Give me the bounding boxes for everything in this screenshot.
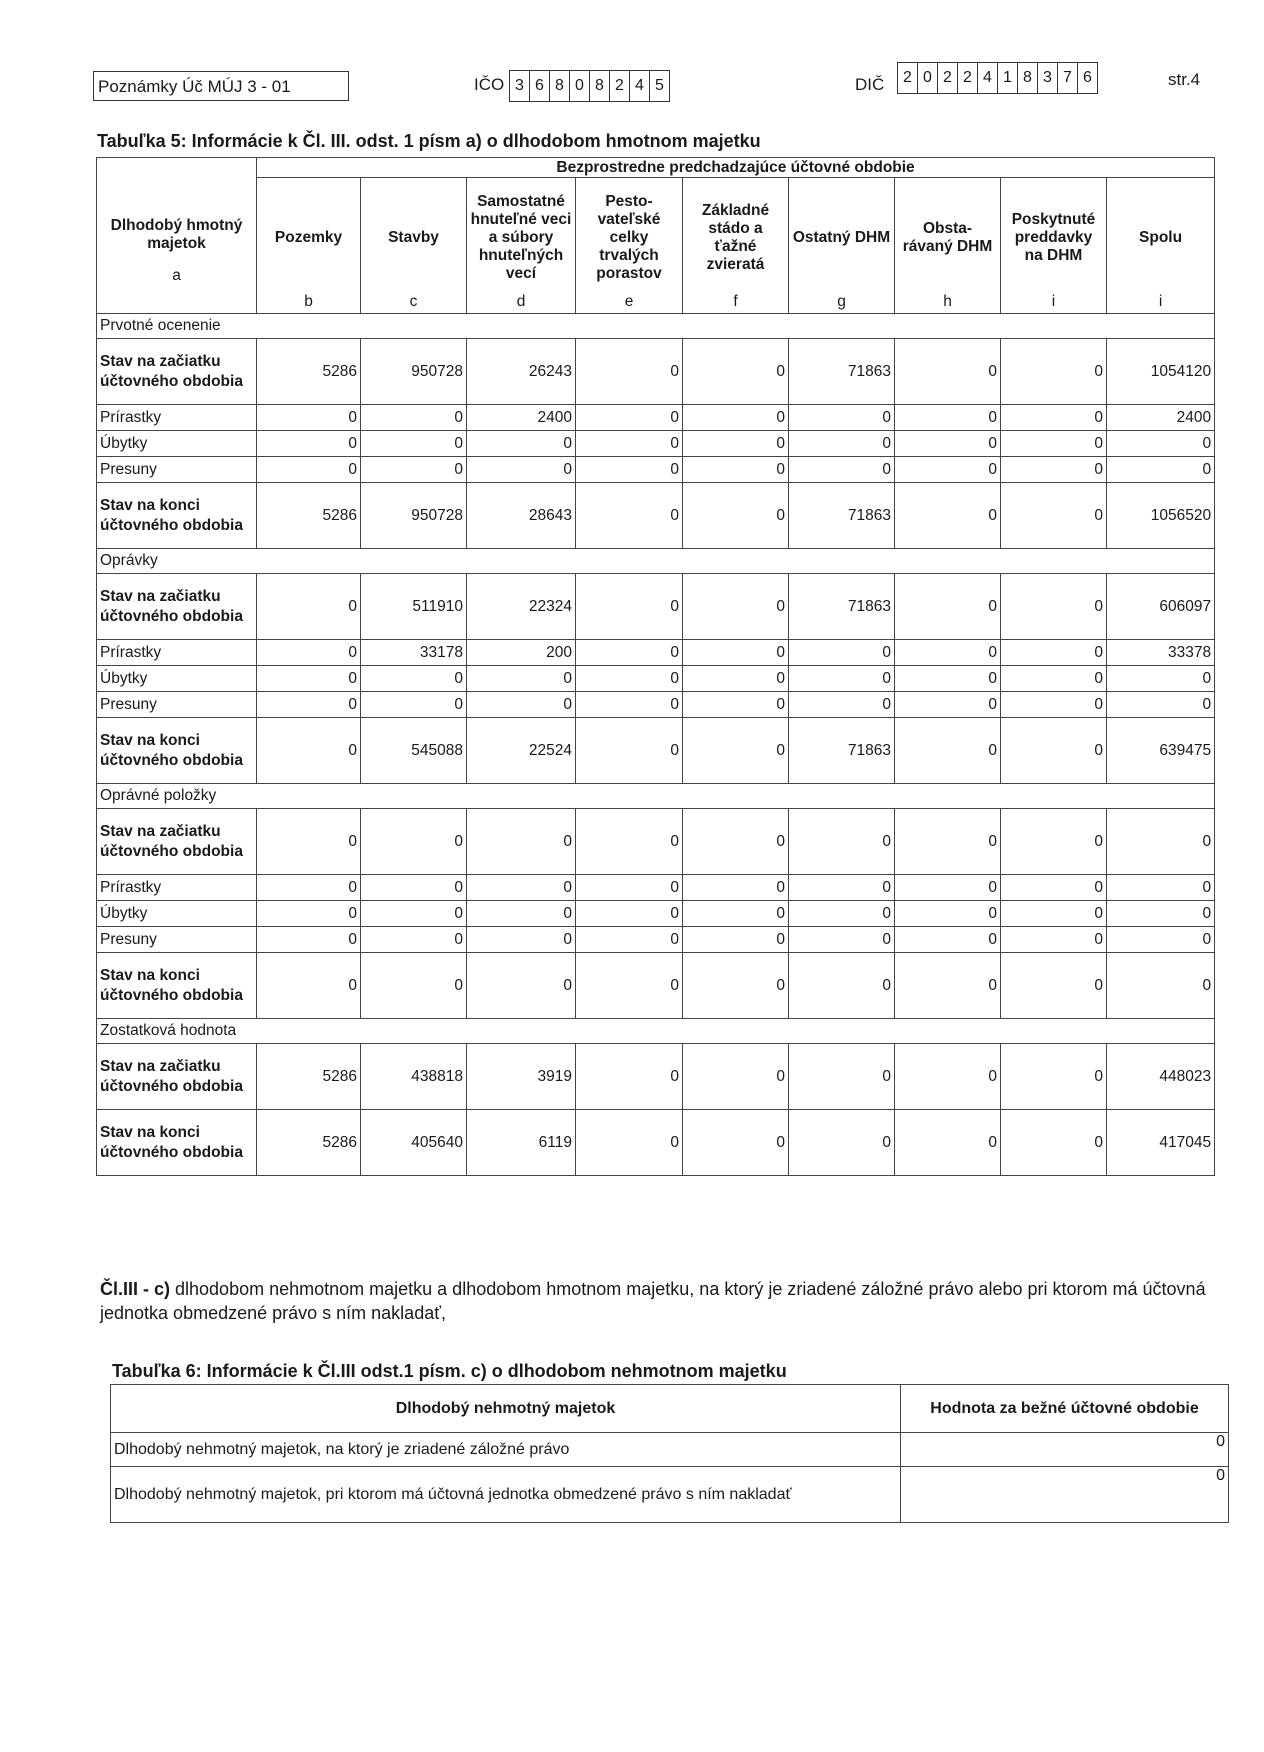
table-row xyxy=(97,718,1215,784)
table-cell: 0 xyxy=(467,692,576,718)
table-cell: 0 xyxy=(467,927,576,953)
table-cell: 0 xyxy=(683,483,789,549)
form-code-box: Poznámky Úč MÚJ 3 - 01 xyxy=(93,71,349,101)
row-label: Stav na konci účtovného obdobia xyxy=(97,483,257,549)
table-cell: 0 xyxy=(789,953,895,1019)
column-header-e xyxy=(576,178,683,314)
table-cell: 0 xyxy=(576,640,683,666)
table-cell: 0 xyxy=(361,809,467,875)
table-cell: 2400 xyxy=(467,405,576,431)
table-cell: 71863 xyxy=(789,718,895,784)
digit-box: 6 xyxy=(530,71,550,101)
section-label: Prvotné ocenenie xyxy=(97,314,1215,339)
table-cell: 0 xyxy=(257,457,361,483)
table-cell: 0 xyxy=(361,875,467,901)
table-cell: 0 xyxy=(1001,457,1107,483)
table-cell: 0 xyxy=(683,339,789,405)
row-label: Prírastky xyxy=(97,875,257,901)
table6-row-value: 0 xyxy=(901,1433,1229,1467)
table-cell: 0 xyxy=(1001,666,1107,692)
page-number: str.4 xyxy=(1168,70,1201,89)
table-cell: 0 xyxy=(361,431,467,457)
table-cell: 0 xyxy=(789,692,895,718)
table6-title: Tabuľka 6: Informácie k Čl.III odst.1 písm. c) o dlhodobom nehmotnom majetku xyxy=(112,1361,787,1381)
table-row xyxy=(97,901,1215,927)
table-cell: 0 xyxy=(683,953,789,1019)
table-cell: 26243 xyxy=(467,339,576,405)
table-cell: 0 xyxy=(789,927,895,953)
table-cell: 448023 xyxy=(1107,1044,1215,1110)
table-cell: 0 xyxy=(576,1044,683,1110)
table-cell: 0 xyxy=(1107,927,1215,953)
table-cell: 0 xyxy=(1107,666,1215,692)
table6 xyxy=(110,1384,1229,1523)
row-label: Stav na konci účtovného obdobia xyxy=(97,718,257,784)
table-cell: 0 xyxy=(1107,953,1215,1019)
table-cell: 0 xyxy=(1107,875,1215,901)
table-cell: 0 xyxy=(576,809,683,875)
table-cell: 0 xyxy=(1107,809,1215,875)
table-cell: 0 xyxy=(895,718,1001,784)
table-cell: 545088 xyxy=(361,718,467,784)
table-cell: 0 xyxy=(683,718,789,784)
table-cell: 0 xyxy=(361,405,467,431)
table-cell: 0 xyxy=(1001,405,1107,431)
table-cell: 0 xyxy=(895,875,1001,901)
row-label: Úbytky xyxy=(97,431,257,457)
table-cell: 0 xyxy=(789,1110,895,1176)
table-cell: 0 xyxy=(683,457,789,483)
table-cell: 71863 xyxy=(789,339,895,405)
table-cell: 0 xyxy=(467,457,576,483)
table-cell: 0 xyxy=(683,875,789,901)
column-letter: f xyxy=(733,293,738,310)
table-cell: 0 xyxy=(1001,1110,1107,1176)
table-cell: 639475 xyxy=(1107,718,1215,784)
table-cell: 0 xyxy=(257,431,361,457)
table-row xyxy=(97,1110,1215,1176)
table-cell: 0 xyxy=(576,431,683,457)
table-cell: 0 xyxy=(257,405,361,431)
column-header-label: Spolu xyxy=(1139,228,1183,246)
table-row xyxy=(97,457,1215,483)
table-cell: 0 xyxy=(895,574,1001,640)
table-cell: 0 xyxy=(683,1110,789,1176)
digit-box: 0 xyxy=(570,71,590,101)
note-text: dlhodobom nehmotnom majetku a dlhodobom hmotnom majetku, na ktorý je zriadené záložné právo alebo pri ktorom má účtovná jednotka obmedzené právo s ním nakladať, xyxy=(100,1279,1206,1323)
column-letter: c xyxy=(409,293,418,310)
table-cell: 1056520 xyxy=(1107,483,1215,549)
table-cell: 0 xyxy=(1107,692,1215,718)
table-cell: 0 xyxy=(895,953,1001,1019)
section-row xyxy=(97,314,1215,339)
table-cell: 0 xyxy=(576,1110,683,1176)
row-label: Stav na začiatku účtovného obdobia xyxy=(97,574,257,640)
column-letter: a xyxy=(172,266,181,284)
digit-box: 4 xyxy=(630,71,650,101)
table-cell: 33378 xyxy=(1107,640,1215,666)
digit-box: 4 xyxy=(978,63,998,93)
ico-label: IČO xyxy=(474,75,505,94)
table-cell: 0 xyxy=(576,875,683,901)
table6-col-value: Hodnota za bežné účtovné obdobie xyxy=(901,1385,1229,1433)
table-row xyxy=(97,875,1215,901)
column-header-i xyxy=(1107,178,1215,314)
row-label: Stav na začiatku účtovného obdobia xyxy=(97,809,257,875)
table-row xyxy=(97,339,1215,405)
table-cell: 5286 xyxy=(257,1110,361,1176)
table-cell: 0 xyxy=(683,692,789,718)
table-cell: 0 xyxy=(576,457,683,483)
table-cell: 0 xyxy=(1107,901,1215,927)
digit-box: 7 xyxy=(1058,63,1078,93)
note-paragraph xyxy=(100,1277,1210,1325)
note-bold: Čl.III - c) xyxy=(100,1279,171,1299)
digit-box: 1 xyxy=(998,63,1018,93)
table-cell: 950728 xyxy=(361,483,467,549)
table-cell: 0 xyxy=(895,927,1001,953)
table-cell: 28643 xyxy=(467,483,576,549)
table-cell: 200 xyxy=(467,640,576,666)
section-label: Zostatková hodnota xyxy=(97,1019,1215,1044)
column-header-label: Samostatné hnuteľné veci a súbory hnuteľných vecí xyxy=(470,192,572,282)
table-cell: 0 xyxy=(467,809,576,875)
table-cell: 0 xyxy=(789,875,895,901)
table-cell: 0 xyxy=(895,809,1001,875)
digit-box: 5 xyxy=(655,77,664,94)
table-cell: 0 xyxy=(361,457,467,483)
table-cell: 0 xyxy=(576,692,683,718)
table-cell: 0 xyxy=(257,953,361,1019)
table5 xyxy=(96,157,1215,1176)
table-cell: 0 xyxy=(1107,431,1215,457)
column-header-label: Pozemky xyxy=(274,228,343,246)
table-cell: 417045 xyxy=(1107,1110,1215,1176)
table-cell: 71863 xyxy=(789,574,895,640)
row-label: Úbytky xyxy=(97,666,257,692)
table-cell: 0 xyxy=(683,901,789,927)
table-cell: 0 xyxy=(257,901,361,927)
row-label: Presuny xyxy=(97,457,257,483)
table-cell: 0 xyxy=(1001,483,1107,549)
table-cell: 6119 xyxy=(467,1110,576,1176)
table-cell: 0 xyxy=(1107,457,1215,483)
table-cell: 0 xyxy=(576,901,683,927)
table-cell: 405640 xyxy=(361,1110,467,1176)
table-cell: 0 xyxy=(789,901,895,927)
table-cell: 0 xyxy=(576,666,683,692)
table-row xyxy=(97,953,1215,1019)
table-cell: 0 xyxy=(257,640,361,666)
table-cell: 0 xyxy=(895,339,1001,405)
digit-box: 2 xyxy=(938,63,958,93)
table-cell: 0 xyxy=(895,1110,1001,1176)
table-cell: 0 xyxy=(1001,809,1107,875)
dic-label: DIČ xyxy=(855,75,885,94)
table-cell: 0 xyxy=(683,640,789,666)
column-header-label: Obsta-rávaný DHM xyxy=(902,219,993,255)
column-header-f xyxy=(683,178,789,314)
column-header-d xyxy=(467,178,576,314)
table-cell: 0 xyxy=(789,1044,895,1110)
table-cell: 0 xyxy=(467,901,576,927)
table-cell: 0 xyxy=(683,1044,789,1110)
table-cell: 0 xyxy=(789,809,895,875)
table-cell: 0 xyxy=(1001,1044,1107,1110)
table-cell: 0 xyxy=(895,901,1001,927)
column-header-h xyxy=(895,178,1001,314)
section-row xyxy=(97,784,1215,809)
table-row xyxy=(97,927,1215,953)
digit-box: 2 xyxy=(610,71,630,101)
table-cell: 0 xyxy=(361,666,467,692)
column-letter: h xyxy=(943,293,952,310)
table-cell: 950728 xyxy=(361,339,467,405)
column-header-i xyxy=(1001,178,1107,314)
column-header-g xyxy=(789,178,895,314)
table5-title: Tabuľka 5: Informácie k Čl. III. odst. 1 písm a) o dlhodobom hmotnom majetku xyxy=(97,131,761,151)
ico-digits xyxy=(509,70,670,102)
table6-col-asset: Dlhodobý nehmotný majetok xyxy=(111,1385,901,1433)
table-cell: 0 xyxy=(895,483,1001,549)
column-header-label: Stavby xyxy=(388,228,439,246)
section-label: Oprávné položky xyxy=(97,784,1215,809)
table-cell: 0 xyxy=(576,718,683,784)
column-header-label: Základné stádo a ťažné zvieratá xyxy=(701,201,770,273)
column-header-c xyxy=(361,178,467,314)
table-cell: 0 xyxy=(1001,574,1107,640)
table-cell: 0 xyxy=(683,666,789,692)
table-cell: 0 xyxy=(257,574,361,640)
table-cell: 0 xyxy=(576,483,683,549)
table-cell: 0 xyxy=(257,809,361,875)
table-row xyxy=(97,1044,1215,1110)
table-cell: 0 xyxy=(895,431,1001,457)
column-letter: b xyxy=(304,293,313,310)
table-cell: 0 xyxy=(1001,431,1107,457)
row-label: Presuny xyxy=(97,692,257,718)
table-cell: 0 xyxy=(1001,718,1107,784)
column-letter: g xyxy=(837,293,846,310)
table-cell: 0 xyxy=(789,405,895,431)
table-cell: 0 xyxy=(1001,339,1107,405)
table-cell: 0 xyxy=(895,405,1001,431)
table-row xyxy=(97,483,1215,549)
table-cell: 0 xyxy=(257,927,361,953)
table-cell: 5286 xyxy=(257,339,361,405)
table-cell: 511910 xyxy=(361,574,467,640)
group-header: Bezprostredne predchadzajúce účtovné obdobie xyxy=(257,158,1215,178)
table-cell: 2400 xyxy=(1107,405,1215,431)
table-cell: 0 xyxy=(683,574,789,640)
table-cell: 0 xyxy=(257,666,361,692)
table-cell: 0 xyxy=(576,405,683,431)
table-cell: 0 xyxy=(576,574,683,640)
digit-box: 3 xyxy=(1038,63,1058,93)
table-cell: 0 xyxy=(683,405,789,431)
column-header-label: Poskytnuté preddavky na DHM xyxy=(1011,210,1096,264)
table-cell: 0 xyxy=(683,431,789,457)
table-cell: 0 xyxy=(895,457,1001,483)
row-label: Presuny xyxy=(97,927,257,953)
section-row xyxy=(97,1019,1215,1044)
table-cell: 438818 xyxy=(361,1044,467,1110)
table-cell: 22324 xyxy=(467,574,576,640)
digit-box: 8 xyxy=(590,71,610,101)
column-header-a xyxy=(97,158,257,314)
table-cell: 3919 xyxy=(467,1044,576,1110)
table-cell: 0 xyxy=(467,666,576,692)
row-label: Úbytky xyxy=(97,901,257,927)
table-row xyxy=(97,666,1215,692)
table-cell: 0 xyxy=(467,875,576,901)
table-cell: 0 xyxy=(361,692,467,718)
table6-row-label: Dlhodobý nehmotný majetok, na ktorý je zriadené záložné právo xyxy=(111,1433,901,1467)
table-row xyxy=(97,405,1215,431)
table-cell: 0 xyxy=(467,953,576,1019)
row-label: Prírastky xyxy=(97,405,257,431)
table-row xyxy=(97,640,1215,666)
table-cell: 0 xyxy=(467,431,576,457)
table-row xyxy=(97,431,1215,457)
row-label: Stav na konci účtovného obdobia xyxy=(97,1110,257,1176)
table-cell: 0 xyxy=(895,692,1001,718)
digit-box: 8 xyxy=(1018,63,1038,93)
table6-row-label: Dlhodobý nehmotný majetok, pri ktorom má účtovná jednotka obmedzené právo s ním nakladať xyxy=(111,1467,901,1523)
digit-box: 6 xyxy=(1083,69,1092,86)
section-row xyxy=(97,549,1215,574)
digit-box: 3 xyxy=(510,71,530,101)
table-cell: 0 xyxy=(257,875,361,901)
dic-digits xyxy=(897,62,1098,94)
table-cell: 0 xyxy=(1001,901,1107,927)
section-label: Oprávky xyxy=(97,549,1215,574)
table-cell: 0 xyxy=(789,640,895,666)
table-row xyxy=(97,809,1215,875)
table-cell: 0 xyxy=(1001,640,1107,666)
column-header-label: Ostatný DHM xyxy=(792,228,891,246)
table-cell: 0 xyxy=(1001,692,1107,718)
column-letter: i xyxy=(1051,293,1056,310)
table-cell: 0 xyxy=(789,666,895,692)
table-cell: 0 xyxy=(361,953,467,1019)
table-cell: 0 xyxy=(683,809,789,875)
table-cell: 5286 xyxy=(257,1044,361,1110)
column-header-b xyxy=(257,178,361,314)
row-label: Stav na začiatku účtovného obdobia xyxy=(97,339,257,405)
column-letter: d xyxy=(516,293,526,310)
table-cell: 0 xyxy=(1001,953,1107,1019)
table-cell: 0 xyxy=(576,953,683,1019)
row-label: Stav na konci účtovného obdobia xyxy=(97,953,257,1019)
table6-row-value: 0 xyxy=(901,1467,1229,1523)
column-header-label: Pesto-vateľské celky trvalých porastov xyxy=(596,192,662,282)
table-row xyxy=(97,692,1215,718)
table-cell: 22524 xyxy=(467,718,576,784)
table-cell: 71863 xyxy=(789,483,895,549)
table-row xyxy=(97,574,1215,640)
digit-box: 2 xyxy=(958,63,978,93)
table-cell: 0 xyxy=(257,718,361,784)
column-letter: i xyxy=(1158,293,1163,310)
table-cell: 0 xyxy=(361,901,467,927)
table-cell: 0 xyxy=(257,692,361,718)
table-cell: 0 xyxy=(789,457,895,483)
table-cell: 0 xyxy=(895,640,1001,666)
table-cell: 0 xyxy=(361,927,467,953)
row-label: Stav na začiatku účtovného obdobia xyxy=(97,1044,257,1110)
table-cell: 0 xyxy=(1001,875,1107,901)
table-cell: 1054120 xyxy=(1107,339,1215,405)
column-header-label: Dlhodobý hmotný majetok xyxy=(110,216,243,252)
digit-box: 2 xyxy=(898,63,918,93)
table-cell: 0 xyxy=(576,339,683,405)
row-label: Prírastky xyxy=(97,640,257,666)
digit-box: 8 xyxy=(550,71,570,101)
table-cell: 0 xyxy=(895,666,1001,692)
column-letter: e xyxy=(624,293,634,310)
table-cell: 0 xyxy=(895,1044,1001,1110)
table-cell: 0 xyxy=(1001,927,1107,953)
table-cell: 0 xyxy=(683,927,789,953)
table-cell: 33178 xyxy=(361,640,467,666)
digit-box: 0 xyxy=(918,63,938,93)
table-cell: 0 xyxy=(576,927,683,953)
table-cell: 606097 xyxy=(1107,574,1215,640)
table-cell: 5286 xyxy=(257,483,361,549)
table-cell: 0 xyxy=(789,431,895,457)
